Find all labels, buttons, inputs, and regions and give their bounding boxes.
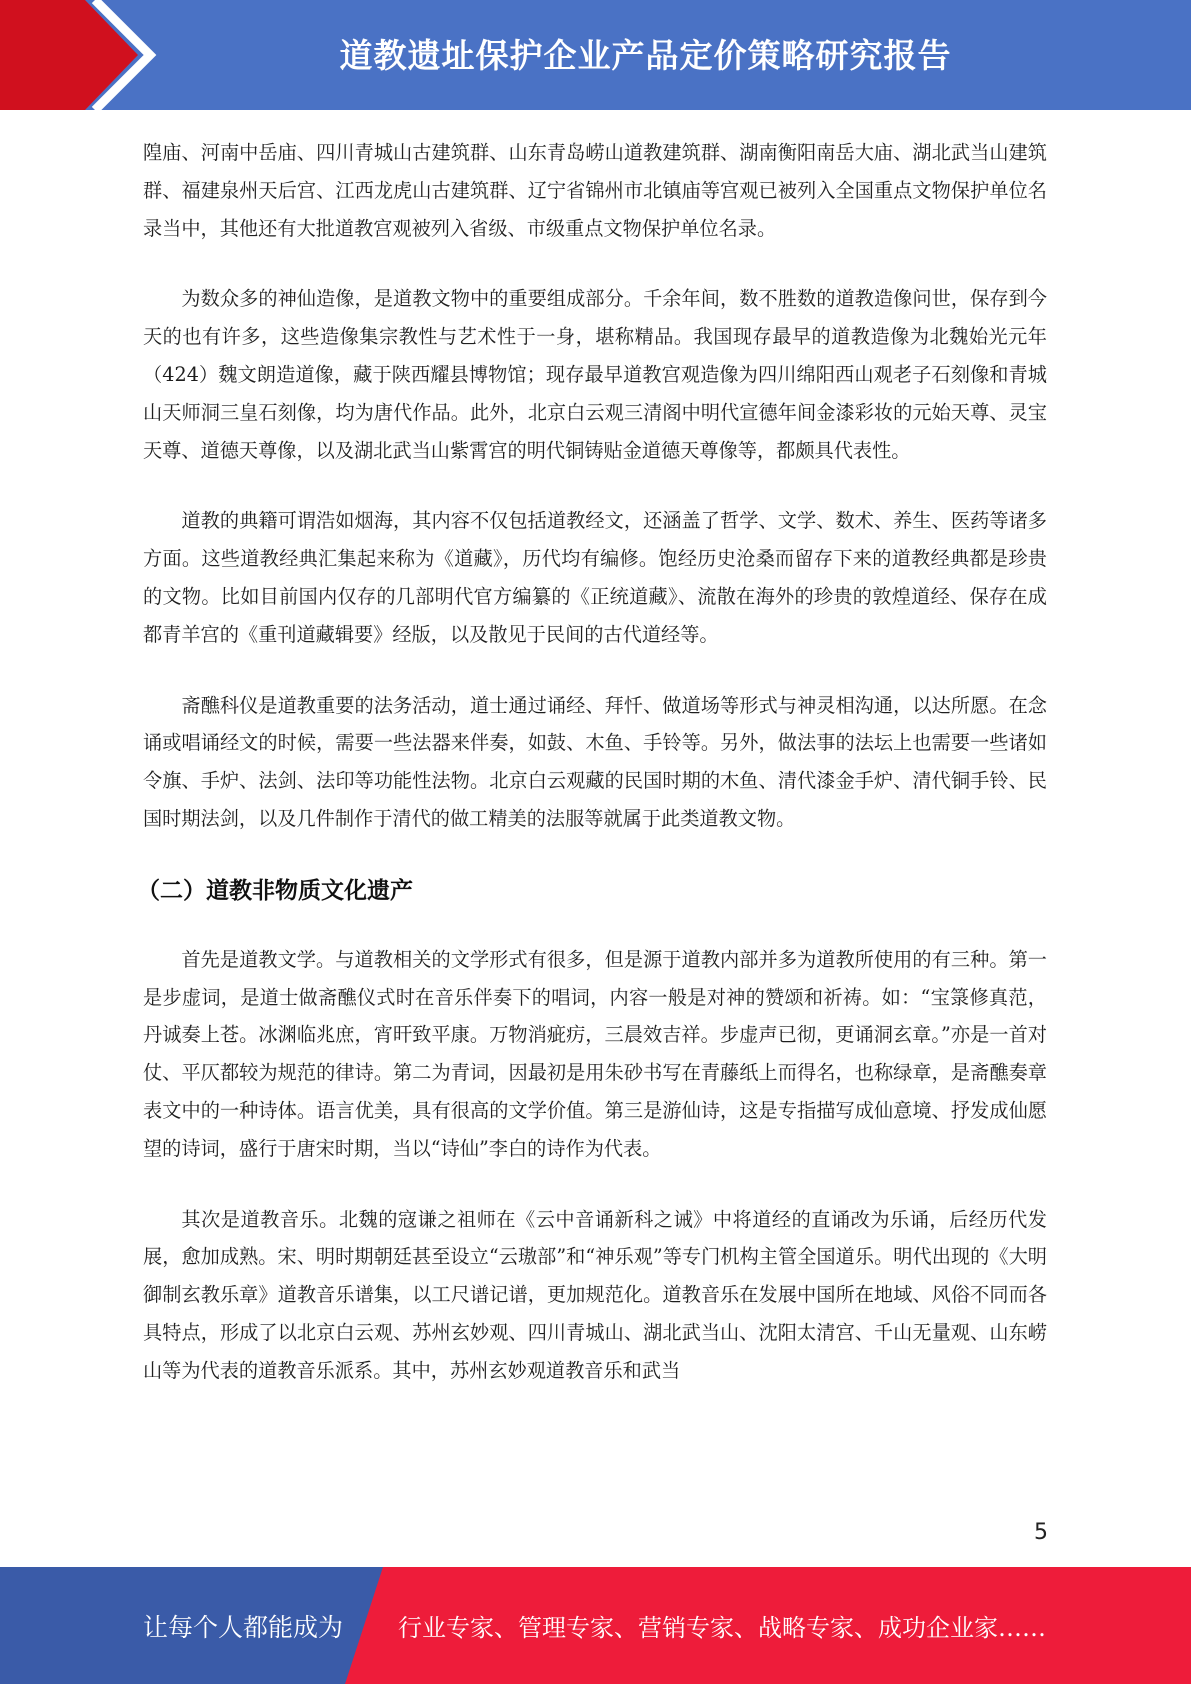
section-heading: （二）道教非物质文化遗产 xyxy=(137,877,413,904)
footer-slogan-left: 让每个人都能成为 xyxy=(143,1612,344,1642)
page-number: 5 xyxy=(1034,1520,1048,1545)
paragraph-1: 隍庙、河南中岳庙、四川青城山古建筑群、山东青岛崂山道教建筑群、湖南衡阳南岳大庙、湖北武当山建筑群、福建泉州天后宫、江西龙虎山古建筑群、辽宁省锦州市北镇庙等宫观已被列入全国重点文物保护单位名录当中，其他还有大批道教宫观被列入省级、市级重点文物保护单位名录。 xyxy=(143,141,1047,240)
paragraph-5: 首先是道教文学。与道教相关的文学形式有很多，但是源于道教内部并多为道教所使用的有三种。第一是步虚词，是道士做斋醮仪式时在音乐伴奏下的唱词，内容一般是对神的赞颂和祈祷。如：“宝箓修真范，丹诚奏上苍。冰渊临兆庶，宵旰致平康。万物消疵疠，三晨效吉祥。步虚声已彻，更诵洞玄章。”亦是一首对仗、平仄都较为规范的律诗。第二为青词，因最初是用朱砂书写在青藤纸上而得名，也称绿章，是斋醮奏章表文中的一种诗体。语言优美，具有很高的文学价值。第三是游仙诗，这是专指描写成仙意境、抒发成仙愿望的诗词，盛行于唐宋时期，当以“诗仙”李白的诗作为代表。 xyxy=(143,947,1047,1160)
paragraph-3: 道教的典籍可谓浩如烟海，其内容不仅包括道教经文，还涵盖了哲学、文学、数术、养生、医药等诸多方面。这些道教经典汇集起来称为《道藏》，历代均有编修。饱经历史沧桑而留存下来的道教经典都是珍贵的文物。比如目前国内仅存的几部明代官方编纂的《正统道藏》、流散在海外的珍贵的敦煌道经、保存在成都青羊宫的《重刊道藏辑要》经版，以及散见于民间的古代道经等。 xyxy=(143,509,1047,646)
paragraph-2: 为数众多的神仙造像，是道教文物中的重要组成部分。千余年间，数不胜数的道教造像问世，保存到今天的也有许多，这些造像集宗教性与艺术性于一身，堪称精品。我国现存最早的道教造像为北魏始光元年（424）魏文朗造道像，藏于陕西耀县博物馆；现存最早道教宫观造像为四川绵阳西山观老子石刻像和青城山天师洞三皇石刻像，均为唐代作品。此外，北京白云观三清阁中明代宣德年间金漆彩妆的元始天尊、灵宝天尊、道德天尊像，以及湖北武当山紫霄宫的明代铜铸贴金道德天尊像等，都颇具代表性。 xyxy=(143,287,1047,462)
document-body xyxy=(137,134,1047,1423)
header-arrow-decoration xyxy=(0,0,200,110)
paragraph-4: 斋醮科仪是道教重要的法务活动，道士通过诵经、拜忏、做道场等形式与神灵相沟通，以达所愿。在念诵或唱诵经文的时候，需要一些法器来伴奏，如鼓、木鱼、手铃等。另外，做法事的法坛上也需要一些诸如令旗、手炉、法剑、法印等功能性法物。北京白云观藏的民国时期的木鱼、清代漆金手炉、清代铜手铃、民国时期法剑，以及几件制作于清代的做工精美的法服等就属于此类道教文物。 xyxy=(143,693,1047,830)
footer-slogan-right: 行业专家、管理专家、营销专家、战略专家、成功企业家…… xyxy=(398,1614,1046,1642)
paragraph-6: 其次是道教音乐。北魏的寇谦之祖师在《云中音诵新科之诫》中将道经的直诵改为乐诵，后经历代发展，愈加成熟。宋、明时期朝廷甚至设立“云璈部”和“神乐观”等专门机构主管全国道乐。明代出现的《大明御制玄教乐章》道教音乐谱集，以工尺谱记谱，更加规范化。道教音乐在发展中国所在地域、风俗不同而各具特点，形成了以北京白云观、苏州玄妙观、四川青城山、湖北武当山、沈阳太清宫、千山无量观、山东崂山等为代表的道教音乐派系。其中，苏州玄妙观道教音乐和武当 xyxy=(143,1207,1047,1382)
footer-banner xyxy=(0,1567,1191,1684)
document-title: 道教遗址保护企业产品定价策略研究报告 xyxy=(339,35,952,75)
header-banner xyxy=(0,0,1191,110)
